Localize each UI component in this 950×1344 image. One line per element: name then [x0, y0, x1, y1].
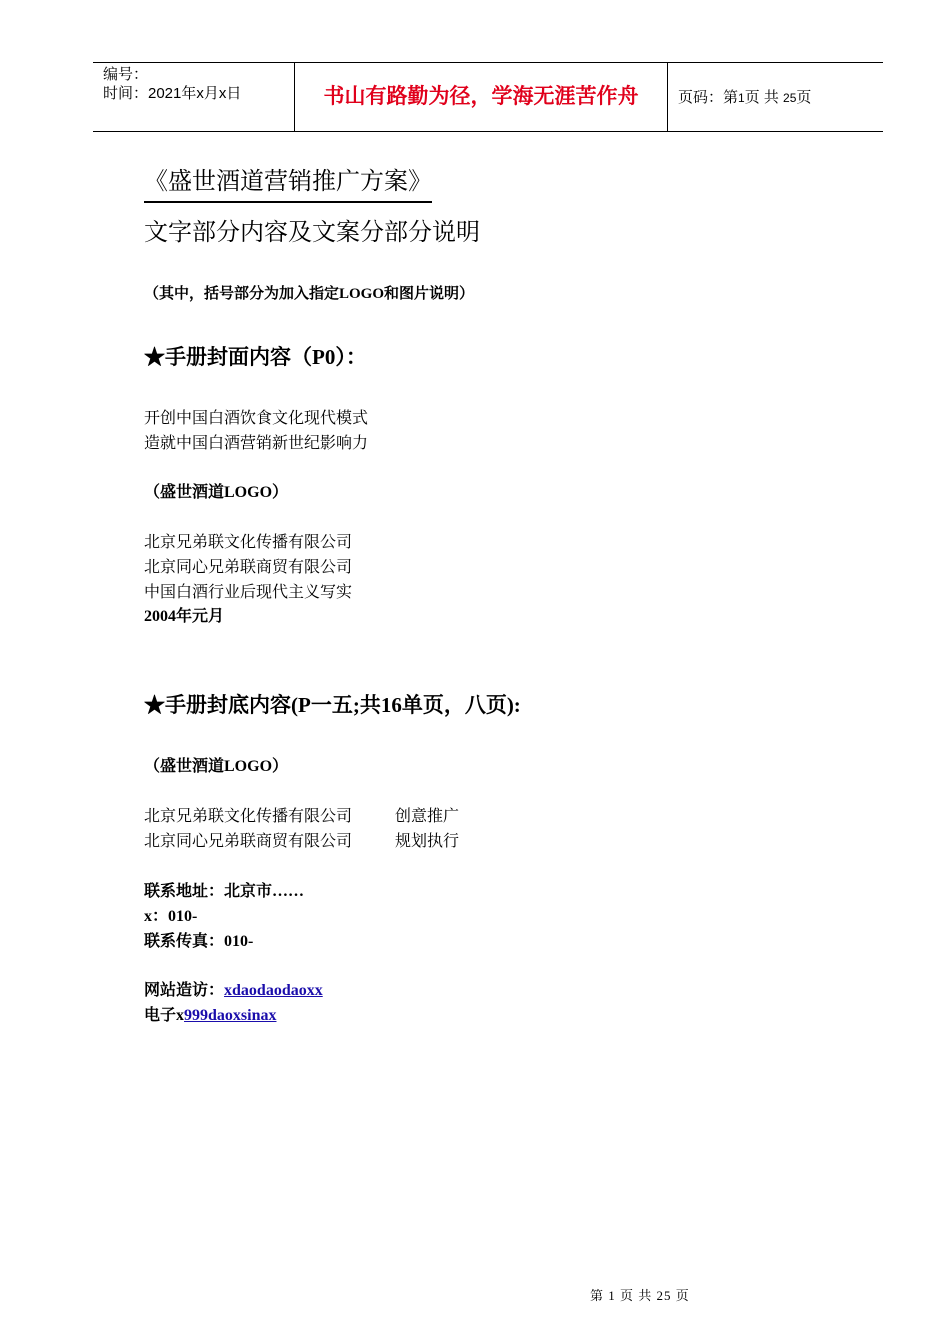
cover-tagline: 中国白酒行业后现代主义写实 — [144, 584, 353, 601]
email-link[interactable]: 999daoxsinax — [184, 1007, 277, 1024]
email-label: 电子x — [144, 1007, 185, 1024]
back-logo-placeholder: （盛世酒道LOGO） — [144, 758, 289, 775]
back-role-2: 规划执行 — [395, 833, 460, 850]
header-page-cell — [668, 63, 883, 131]
header-motto-cell — [295, 63, 668, 131]
doc-note: （其中，括号部分为加入指定LOGO和图片说明） — [144, 286, 475, 302]
back-company-row-2 — [144, 829, 564, 854]
page-num: 1 — [738, 91, 745, 105]
header-table — [93, 62, 883, 132]
website-label: 网站造访： — [144, 982, 225, 999]
time-label: 时间：2021年x月x日 — [103, 85, 242, 102]
page-footer: 第 1 页 共 25 页 — [590, 1288, 690, 1303]
page-total: 25 — [783, 91, 797, 105]
cover-heading: ★手册封面内容（P0）： — [144, 345, 367, 369]
cover-date: 2004年元月 — [144, 608, 225, 625]
back-phone: x：010- — [144, 908, 198, 925]
cover-company-1: 北京兄弟联文化传播有限公司 — [144, 534, 353, 551]
cover-slogan-2: 造就中国白酒营销新世纪影响力 — [144, 435, 369, 452]
website-link[interactable]: xdaodaodaoxx — [224, 982, 323, 999]
back-company-1: 北京兄弟联文化传播有限公司 — [144, 808, 353, 825]
header-motto: 书山有路勤为径，学海无涯苦作舟 — [323, 85, 639, 108]
cover-logo-placeholder: （盛世酒道LOGO） — [144, 484, 289, 501]
cover-company-2: 北京同心兄弟联商贸有限公司 — [144, 559, 353, 576]
back-website-row — [144, 978, 323, 1003]
header-info-cell — [93, 63, 295, 131]
cover-slogan-1: 开创中国白酒饮食文化现代模式 — [144, 410, 369, 427]
back-address: 联系地址：北京市…… — [144, 883, 305, 900]
page-mid: 页 共 — [744, 89, 779, 106]
doc-title: 《盛世酒道营销推广方案》 — [144, 167, 432, 203]
header-page-number — [678, 88, 811, 108]
code-label: 编号： — [103, 66, 149, 83]
doc-subtitle: 文字部分内容及文案分部分说明 — [144, 220, 480, 246]
back-fax: 联系传真：010- — [144, 933, 254, 950]
back-email-row — [144, 1003, 276, 1028]
page-suffix: 页 — [796, 89, 812, 106]
back-company-row-1 — [144, 804, 564, 829]
back-heading: ★手册封底内容(P一五;共16单页，八页): — [144, 693, 521, 717]
back-company-2: 北京同心兄弟联商贸有限公司 — [144, 833, 353, 850]
back-role-1: 创意推广 — [395, 808, 460, 825]
page-prefix: 页码：第 — [678, 89, 739, 106]
